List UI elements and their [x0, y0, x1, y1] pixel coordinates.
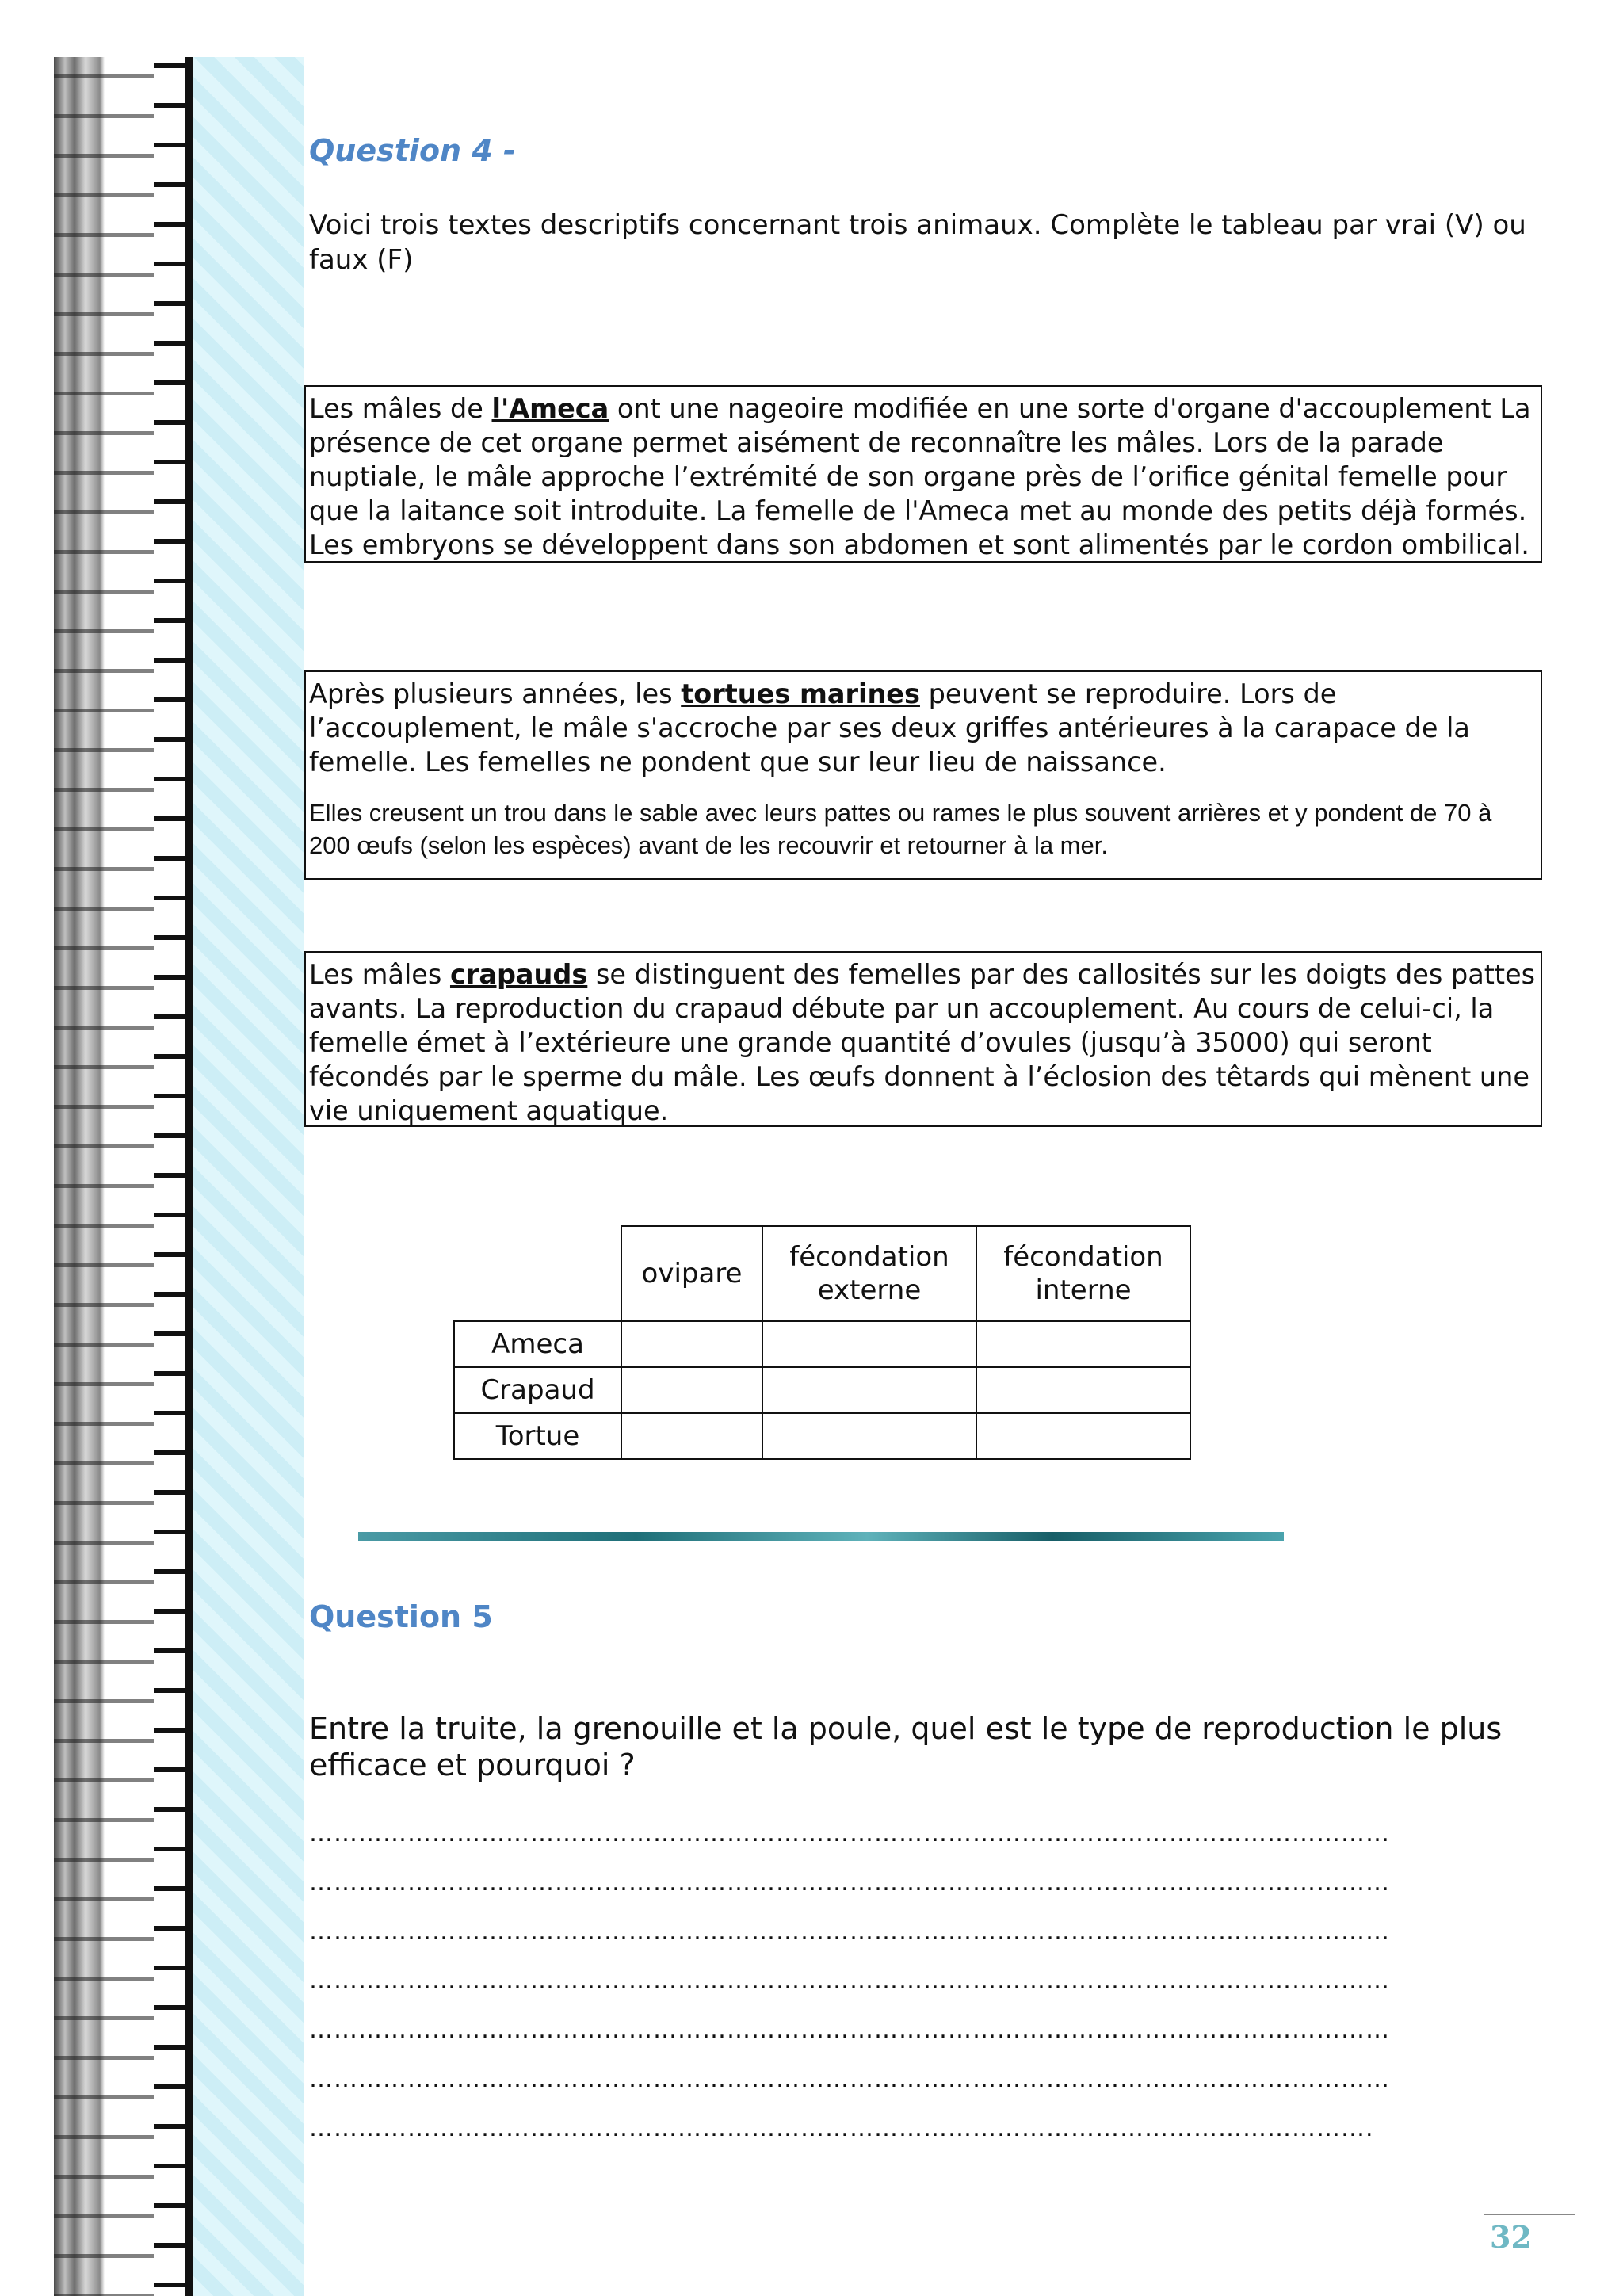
- ameca-text-post: ont une nageoire modifiée en une sorte d'organe d'accouplement La présence de cet organe permet aisément de reconnaître les mâles. Lors de la parade nuptiale, le mâle approche l’extrémité de son organe près de l’orifice génital femelle pour que la laitance soit introduite. La femelle de l'Ameca met au monde des petits déjà formés. Les embryons se développent dans son abdomen et sont alimentés par le cordon ombilical.: [309, 393, 1531, 560]
- tortue-text-pre: Après plusieurs années, les: [309, 678, 682, 709]
- ameca-text-pre: Les mâles de: [309, 393, 492, 424]
- table-row: [454, 1321, 1190, 1367]
- answer-cell[interactable]: [976, 1367, 1190, 1413]
- header-ovipare: ovipare: [621, 1226, 762, 1321]
- answer-cell[interactable]: [621, 1321, 762, 1367]
- table-row: [454, 1413, 1190, 1459]
- text-box-crapaud: [304, 951, 1542, 1127]
- text-box-tortue: [304, 670, 1542, 880]
- row-label-crapaud: Crapaud: [454, 1367, 621, 1413]
- tortue-keyword: tortues marines: [681, 678, 920, 709]
- question-4-intro: Voici trois textes descriptifs concernant trois animaux. Complète le tableau par vrai (V) ou faux (F): [309, 209, 1526, 276]
- crapaud-text-pre: Les mâles: [309, 959, 450, 990]
- answer-cell[interactable]: [976, 1413, 1190, 1459]
- answer-cell[interactable]: [762, 1367, 976, 1413]
- answer-cell[interactable]: [762, 1413, 976, 1459]
- row-label-ameca: Ameca: [454, 1321, 621, 1367]
- spiral-binding: [54, 57, 193, 2296]
- row-label-tortue: Tortue: [454, 1413, 621, 1459]
- answer-cell[interactable]: [621, 1413, 762, 1459]
- page-number: 32: [1490, 2219, 1532, 2255]
- answer-line[interactable]: ……………………………………………………………………………………………………………………: [309, 1869, 1390, 1897]
- header-fecondation-interne: fécondation interne: [976, 1226, 1190, 1321]
- question-5-text: Entre la truite, la grenouille et la poule, quel est le type de reproduction le plus efficace et pourquoi ?: [309, 1711, 1503, 1782]
- table-row: [454, 1367, 1190, 1413]
- table-corner: [454, 1226, 621, 1321]
- tortue-text-post: peuvent se reproduire. Lors de l’accouplement, le mâle s'accroche par ses deux griffes antérieures à la carapace de la femelle. Les femelles ne pondent que sur leur lieu de naissance.: [309, 678, 1470, 777]
- table-header-row: [454, 1226, 1190, 1321]
- header-fecondation-externe: fécondation externe: [762, 1226, 976, 1321]
- answer-cell[interactable]: [976, 1321, 1190, 1367]
- answer-line[interactable]: ……………………………………………………………………………………………………………………: [309, 1918, 1390, 1946]
- crapaud-text-post: se distinguent des femelles par des callosités sur les doigts des pattes avants. La reproduction du crapaud débute par un accouplement. Au cours de celui-ci, la femelle émet à l’extérieure une grande quantité d’ovules (jusqu’à 35000) qui seront fécondés par le sperme du mâle. Les œufs donnent à l’éclosion des têtards qui mènent une vie uniquement aquatique.: [309, 959, 1536, 1126]
- margin-pattern: [193, 57, 304, 2296]
- text-box-ameca: [304, 385, 1542, 563]
- answer-table: [453, 1225, 1191, 1460]
- crapaud-keyword: crapauds: [449, 959, 588, 990]
- page-number-rule: [1484, 2214, 1575, 2215]
- answer-line[interactable]: ……………………………………………………………………………………………………………………: [309, 2065, 1390, 2093]
- answer-line[interactable]: ……………………………………………………………………………………………………………………: [309, 2016, 1390, 2044]
- answer-cell[interactable]: [762, 1321, 976, 1367]
- question-4-title: Question 4 -: [309, 133, 516, 168]
- ameca-keyword: l'Ameca: [491, 393, 609, 424]
- tortue-text-extra: Elles creusent un trou dans le sable avec leurs pattes ou rames le plus souvent arrières et y pondent de 70 à 200 œufs (selon les espèces) avant de les recouvrir et retourner à la mer.: [309, 799, 1492, 859]
- answer-cell[interactable]: [621, 1367, 762, 1413]
- binding-bar: [185, 57, 193, 2296]
- question-5-title: Question 5: [309, 1599, 493, 1634]
- section-divider: [358, 1532, 1284, 1541]
- answer-line[interactable]: ……………………………………………………………………………………………………………………: [309, 1967, 1390, 1995]
- answer-line[interactable]: ……………………………………………………………………………………………………………………: [309, 1820, 1390, 1847]
- answer-line[interactable]: ………………………………………………………………………………………………………………….: [309, 2115, 1374, 2142]
